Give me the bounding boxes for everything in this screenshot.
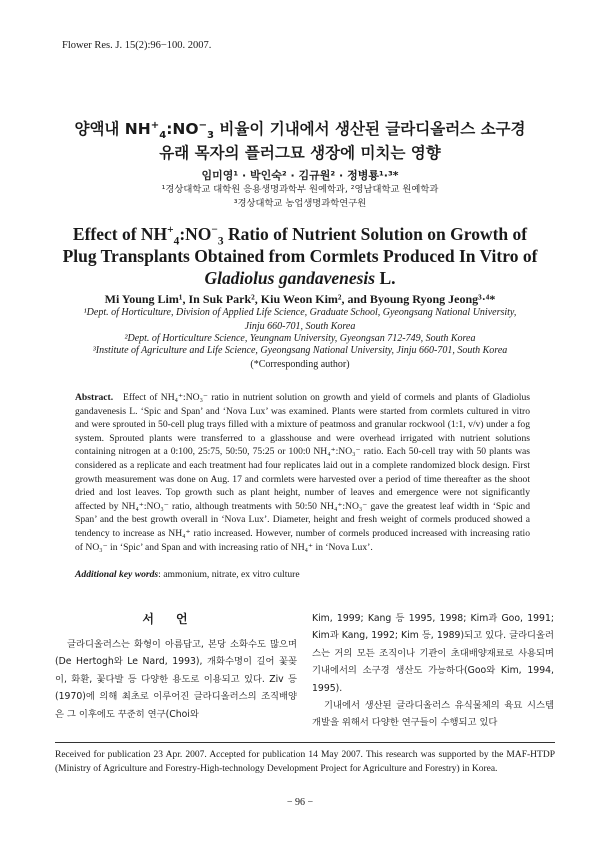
- korean-title-line2: 유래 목자의 플러그묘 생장에 미치는 영향: [159, 144, 441, 162]
- right-paragraph-2: 기내에서 생산된 글라디올러스 유식물체의 육묘 시스템 개발을 위해서 다양한 연구들이 수행되고 있다: [312, 700, 554, 729]
- keywords-text: : ammonium, nitrate, ex vitro culture: [158, 569, 300, 580]
- english-title-line2: Plug Transplants Obtained from Cormlets Produced In Vitro of: [62, 246, 538, 266]
- left-column-text: 글라디올러스는 화형이 아름답고, 본당 소화수도 많으며(De Hertogh와 Le Nard, 1993), 개화수명이 길어 꽃꽂이, 화환, 꽃다발 등 다양한 용도로 이용되고 있다. Ziv 등(1970)에 의해 최초로 이루어진 글라디올러스의 조직배양은 그 이후에도 꾸준히 연구(Choi와: [55, 639, 297, 720]
- korean-affiliation-2: ³경상대학교 농업생명과학연구원: [233, 198, 367, 209]
- keywords-label: Additional key words: [75, 569, 159, 580]
- korean-title-line1: 양액내 $NH^+_4:NO^-_3$ 비율이 기내에서 생산된 글라디올러스 소구경: [74, 119, 526, 142]
- korean-authors: 임미영¹ · 박인숙² · 김규원² · 정병룡¹·³*: [201, 169, 399, 182]
- corresponding-author-note: (*Corresponding author): [250, 359, 350, 370]
- english-affiliation-1b: Jinju 660-701, South Korea: [244, 321, 356, 332]
- footnote: Received for publication 23 Apr. 2007. Accepted for publication 14 May 2007. This research was supported by the MAF-HTDP (Ministry of Agriculture and Forestry-High-technology Development Project for Agriculture and Forestry) in Korea.: [55, 750, 555, 774]
- english-affiliation-1: ¹Dept. of Horticulture, Division of Applied Life Science, Graduate School, Gyeongsang National University,: [83, 307, 517, 318]
- english-title-line1: Effect of $NH^+_4:NO^-_3$ Ratio of Nutrient Solution on Growth of: [72, 224, 528, 248]
- korean-affiliation-1: ¹경상대학교 대학원 응용생명과학부 원예학과, ²영남대학교 원예학과: [161, 184, 439, 195]
- abstract: [75, 391, 530, 554]
- english-title-line3: Gladiolus gandavenesis L.: [204, 268, 396, 288]
- abstract-label: Abstract.: [75, 392, 114, 403]
- footnote-divider: [55, 742, 555, 743]
- section-title: 서언: [142, 612, 210, 626]
- english-authors: Mi Young Lim¹, In Suk Park², Kiu Weon Kim², and Byoung Ryong Jeong³·⁴*: [104, 292, 496, 306]
- right-paragraph-1: Kim, 1999; Kang 등 1995, 1998; Kim과 Goo, 1991; Kim과 Kang, 1992; Kim 등, 1989)되고 있다. 글라디올러스는 거의 모든 조직이나 기관이 초대배양재료로 사용되며 기내에서의 소구경 생산도 가능하다(Goo와 Kim, 1994, 1995).: [312, 613, 554, 694]
- abstract-text: Effect of NH₄⁺:NO₃⁻ ratio in nutrient solution on growth and yield of cormels and plants of Gladiolus gandavenesis L. ‘Spic and Span’ and ‘Nova Lux’ was examined. Plants were started from cormlets cultured in vitro and were sprouted in 50-cell plug trays filled with a mixture of peatmoss and granular rockwool (1:1, v/v) under a fog system. Sprouted plants were transferred to a glasshouse and were overhead irrigated with nutrient solutions containing nitrogen at a 0:100, 25:75, 50:50, 75:25 or 100:0 NH₄⁺:NO₃⁻ ratio. Each 50-cell tray with 50 plants was considered as a replicate and each treatment had four replicates laid out in a complete randomized block design. First growth measurement was done on Aug. 17 and cormlets were harvested over a period of time thereafter as the shoot dried and lost leaves. Top growth such as plant height, number of leaves and emergence were not significantly affected by NH₄⁺:NO₃⁻ ratio, although treatments with 50:50 NH₄⁺:NO₃⁻ gave the greatest leaf width in ‘Spic and Span’ and the best growth overall in ‘Nova Lux’. Diameter, height and fresh weight of cormels produced showed a tendency to increase as NH₄⁺ ratio increased. However, number of cormels produced increased with increasing ratio of NO₃⁻ in ‘Spic’ and Span and with increasing ratio of NH₄⁺ in ‘Nova Lux’.: [75, 392, 530, 553]
- keywords: [75, 569, 300, 580]
- english-affiliation-2: ²Dept. of Horticulture Science, Yeungnam University, Gyeongsan 712-749, South Korea: [124, 333, 476, 344]
- page-number: − 96 −: [286, 797, 314, 808]
- english-affiliation-3: ³Institute of Agriculture and Life Science, Gyeongsang National University, Jinju 660-701, South Korea: [92, 345, 508, 356]
- right-column-text: [312, 610, 554, 732]
- journal-citation: Flower Res. J. 15(2):96−100. 2007.: [62, 40, 212, 51]
